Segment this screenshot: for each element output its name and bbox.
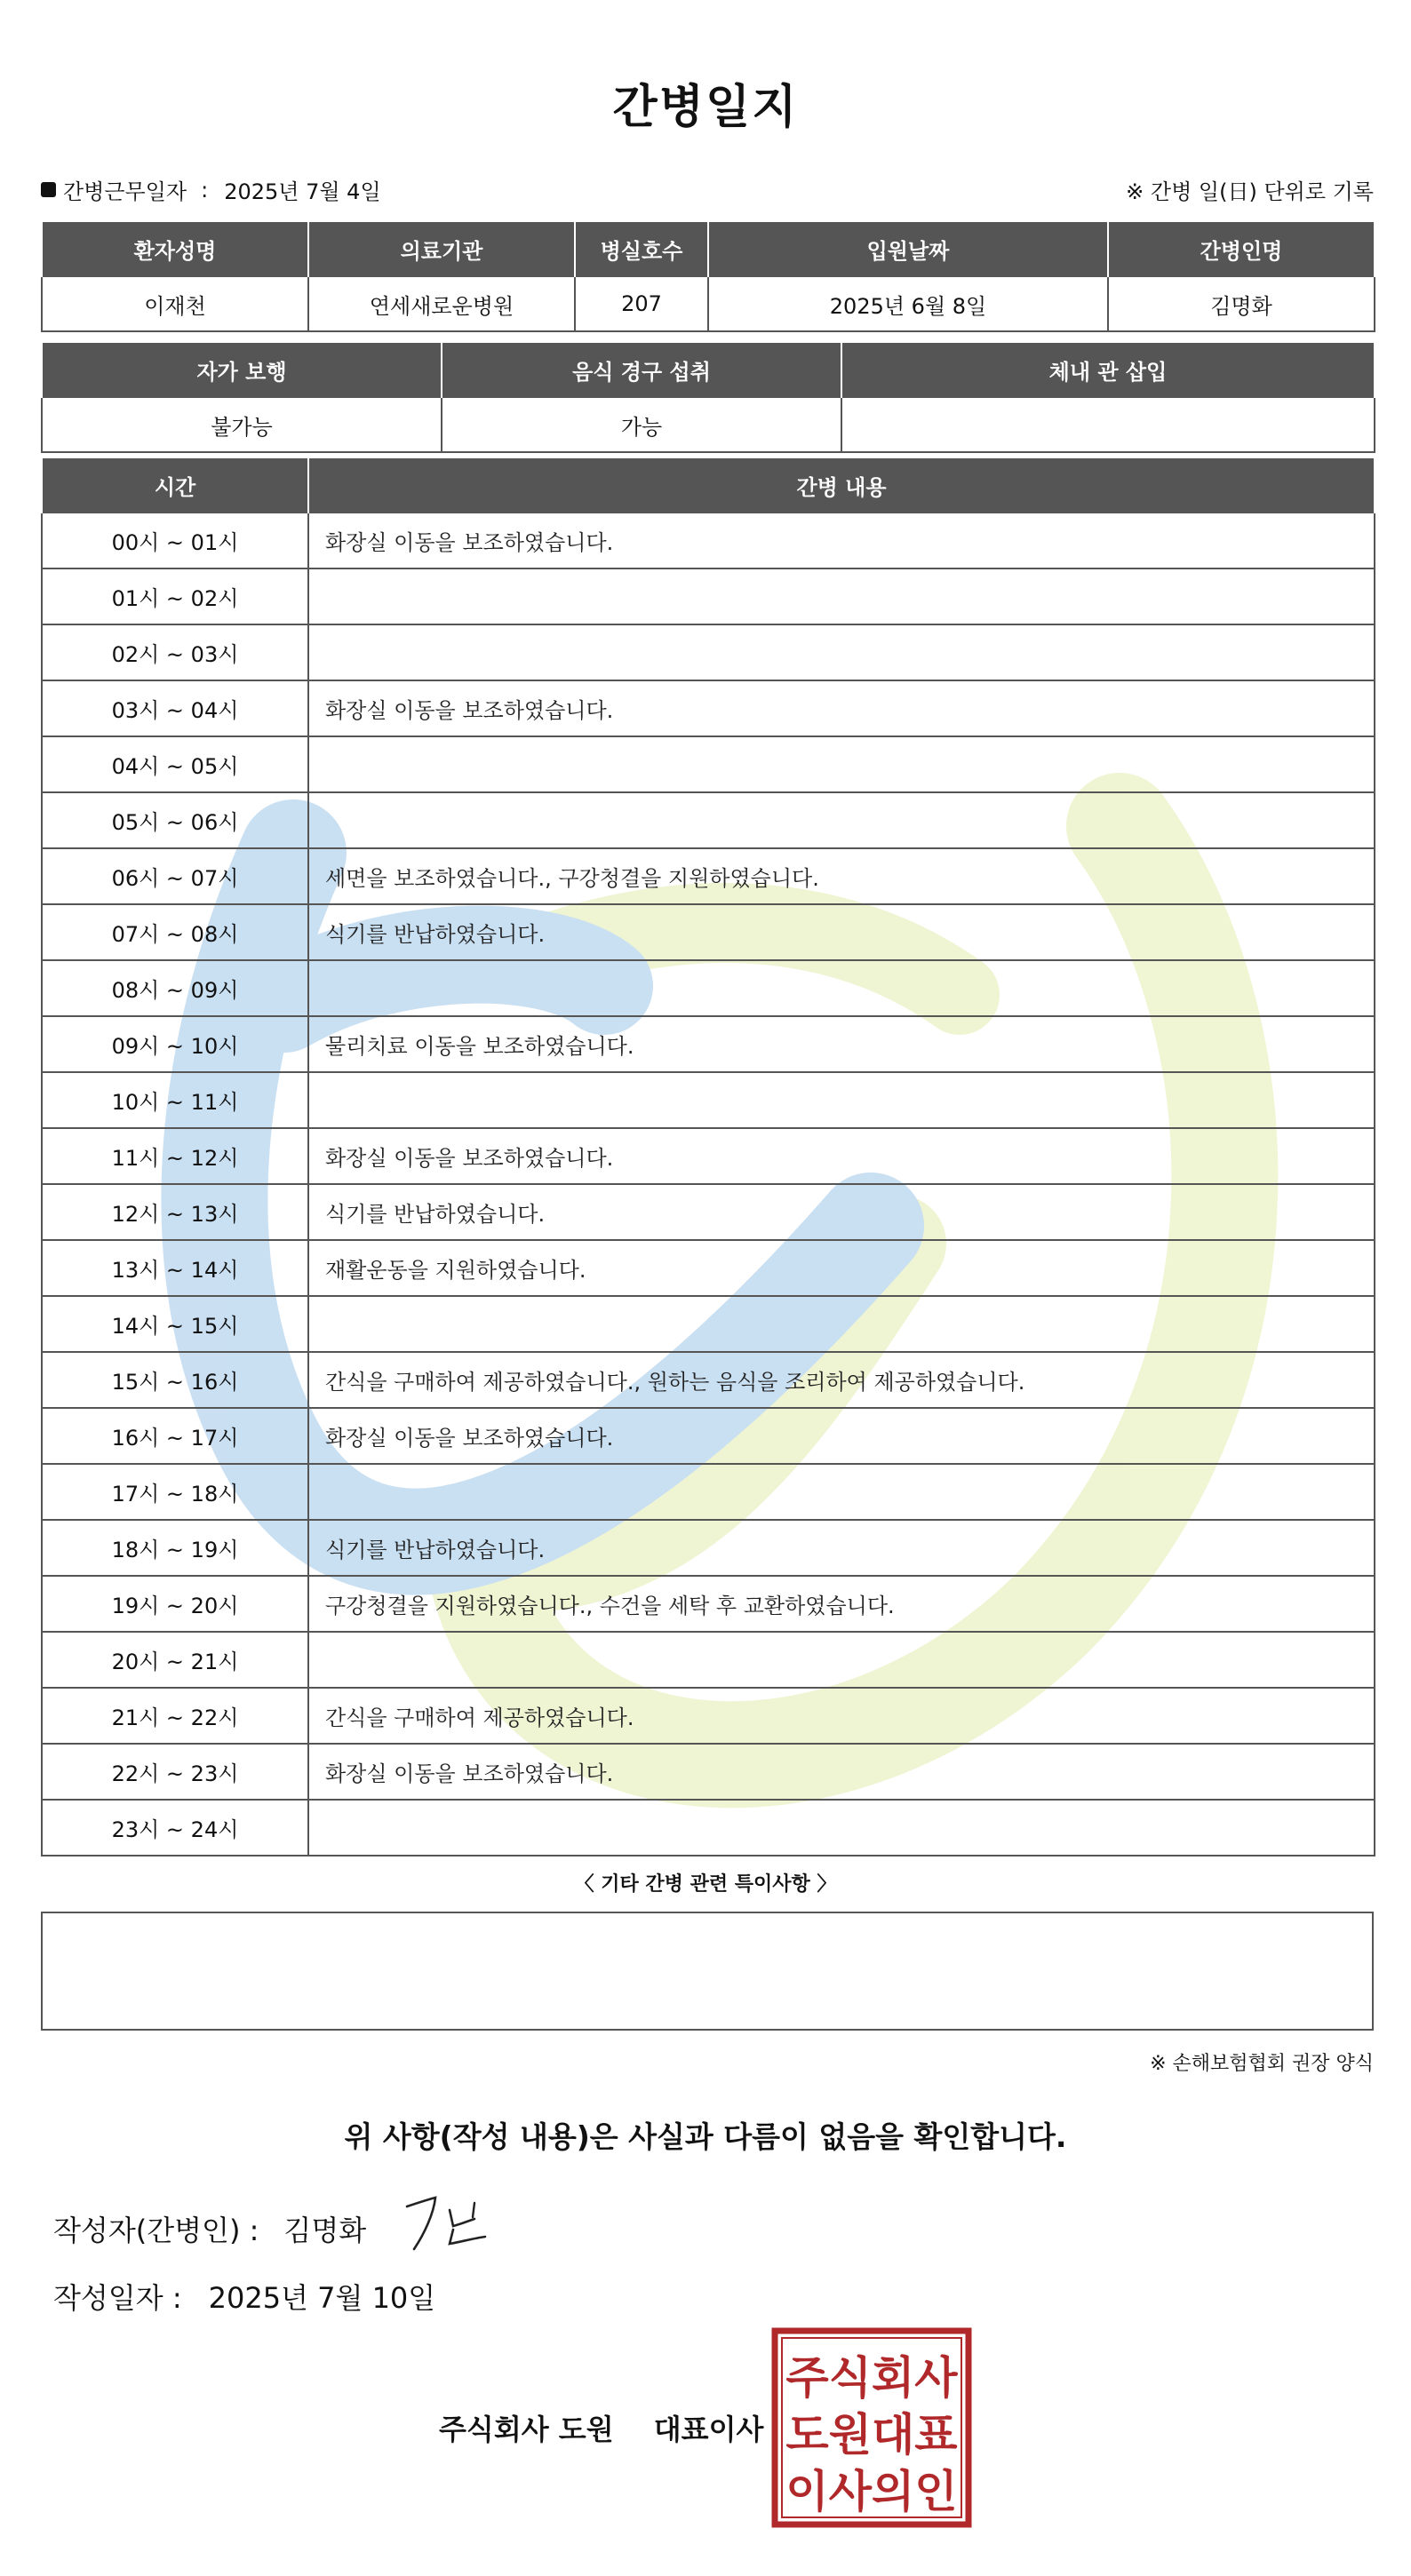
care-log-row [42, 1016, 1375, 1072]
patient-info-value-row [42, 276, 1375, 331]
care-content-cell: 구강청결을 지원하였습니다., 수건을 세탁 후 교환하였습니다. [308, 1576, 1375, 1632]
care-log-row [42, 792, 1375, 848]
care-content-cell [308, 568, 1375, 624]
writer-name: 김명화 [283, 2214, 367, 2247]
seal-line-2: 도원대표 [785, 2409, 958, 2461]
time-slot-cell: 11시 ~ 12시 [42, 1128, 308, 1184]
work-date-value: 2025년 7월 4일 [224, 179, 381, 204]
care-content-cell [308, 624, 1375, 680]
care-log-row [42, 736, 1375, 792]
care-log-header-row [42, 457, 1375, 513]
header-patient-name: 환자성명 [42, 221, 308, 276]
care-content-cell: 세면을 보조하였습니다., 구강청결을 지원하였습니다. [308, 848, 1375, 904]
unit-note: ※ 간병 일(日) 단위로 기록 [1126, 179, 1374, 204]
care-content-cell [308, 960, 1375, 1016]
care-log-row [42, 1128, 1375, 1184]
care-log-row [42, 1408, 1375, 1464]
care-log-table [41, 457, 1375, 1856]
time-slot-cell: 09시 ~ 10시 [42, 1016, 308, 1072]
write-date-label: 작성일자 : [53, 2281, 182, 2315]
time-slot-cell: 23시 ~ 24시 [42, 1800, 308, 1856]
handwritten-signature [398, 2187, 496, 2262]
time-slot-cell: 03시 ~ 04시 [42, 680, 308, 736]
care-log-row [42, 960, 1375, 1016]
time-slot-cell: 16시 ~ 17시 [42, 1408, 308, 1464]
time-slot-cell: 04시 ~ 05시 [42, 736, 308, 792]
care-log-row [42, 1352, 1375, 1408]
header-tube-insertion: 체내 관 삽입 [841, 342, 1375, 397]
care-content-cell [308, 1800, 1375, 1856]
care-content-cell [308, 1072, 1375, 1128]
hospital-value: 연세새로운병원 [308, 276, 575, 331]
time-slot-cell: 00시 ~ 01시 [42, 513, 308, 568]
care-log-row [42, 1464, 1375, 1520]
company-name: 주식회사 도원 [439, 2413, 614, 2446]
time-slot-cell: 15시 ~ 16시 [42, 1352, 308, 1408]
time-slot-cell: 06시 ~ 07시 [42, 848, 308, 904]
care-content-cell: 간식을 구매하여 제공하였습니다. [308, 1688, 1375, 1744]
oral-intake-value: 가능 [442, 397, 841, 452]
time-slot-cell: 18시 ~ 19시 [42, 1520, 308, 1576]
header-walking: 자가 보행 [42, 342, 442, 397]
confirmation-statement: 위 사항(작성 내용)은 사실과 다름이 없음을 확인합니다. [344, 2119, 1067, 2154]
care-log-row [42, 904, 1375, 960]
header-hospital: 의료기관 [308, 221, 575, 276]
write-date-row [53, 2276, 435, 2317]
time-slot-cell: 20시 ~ 21시 [42, 1632, 308, 1688]
care-log-row [42, 1184, 1375, 1240]
header-care-content: 간병 내용 [308, 457, 1375, 513]
time-slot-cell: 07시 ~ 08시 [42, 904, 308, 960]
care-log-row [42, 1072, 1375, 1128]
write-date-value: 2025년 7월 10일 [208, 2281, 436, 2315]
notes-box [41, 1912, 1374, 2031]
work-date-separator: : [201, 177, 209, 203]
care-content-cell [308, 1632, 1375, 1688]
time-slot-cell: 21시 ~ 22시 [42, 1688, 308, 1744]
header-time: 시간 [42, 457, 308, 513]
work-date-group [41, 174, 381, 205]
time-slot-cell: 10시 ~ 11시 [42, 1072, 308, 1128]
time-slot-cell: 02시 ~ 03시 [42, 624, 308, 680]
time-slot-cell: 13시 ~ 14시 [42, 1240, 308, 1296]
status-value-row [42, 397, 1375, 452]
time-slot-cell: 05시 ~ 06시 [42, 792, 308, 848]
care-log-row [42, 624, 1375, 680]
care-content-cell [308, 1296, 1375, 1352]
seal-line-1: 주식회사 [785, 2352, 958, 2404]
writer-row [53, 2208, 366, 2249]
care-log-row [42, 1576, 1375, 1632]
header-room-number: 병실호수 [575, 221, 708, 276]
admission-date-value: 2025년 6월 8일 [708, 276, 1108, 331]
patient-name-value: 이재천 [42, 276, 308, 331]
care-content-cell: 화장실 이동을 보조하였습니다. [308, 1128, 1375, 1184]
bullet-square-icon [41, 182, 56, 197]
walking-value: 불가능 [42, 397, 442, 452]
care-log-row [42, 848, 1375, 904]
care-log-row [42, 1632, 1375, 1688]
tube-insertion-value [841, 397, 1375, 452]
care-content-cell: 화장실 이동을 보조하였습니다. [308, 1744, 1375, 1800]
time-slot-cell: 08시 ~ 09시 [42, 960, 308, 1016]
care-content-cell: 화장실 이동을 보조하였습니다. [308, 1408, 1375, 1464]
document-title: 간병일지 [612, 81, 799, 134]
work-date-label: 간병근무일자 [63, 179, 187, 204]
writer-label: 작성자(간병인) : [53, 2214, 259, 2247]
patient-info-table [41, 220, 1375, 332]
care-log-row [42, 568, 1375, 624]
time-slot-cell: 17시 ~ 18시 [42, 1464, 308, 1520]
care-content-cell [308, 736, 1375, 792]
recommended-form-note: ※ 손해보험협회 권장 양식 [1150, 2053, 1374, 2075]
company-signature-line [439, 2407, 763, 2448]
care-content-cell: 간식을 구매하여 제공하였습니다., 원하는 음식을 조리하여 제공하였습니다. [308, 1352, 1375, 1408]
care-log-row [42, 513, 1375, 568]
patient-info-header-row [42, 221, 1375, 276]
header-caregiver-name: 간병인명 [1108, 221, 1375, 276]
meta-row [41, 174, 1374, 210]
notes-title: 〈 기타 간병 관련 특이사항 〉 [574, 1873, 837, 1896]
care-content-cell: 화장실 이동을 보조하였습니다. [308, 513, 1375, 568]
care-log-row [42, 1296, 1375, 1352]
care-content-cell: 식기를 반납하였습니다. [308, 904, 1375, 960]
time-slot-cell: 22시 ~ 23시 [42, 1744, 308, 1800]
care-content-cell [308, 1464, 1375, 1520]
care-content-cell: 화장실 이동을 보조하였습니다. [308, 680, 1375, 736]
care-content-cell: 식기를 반납하였습니다. [308, 1184, 1375, 1240]
care-content-cell: 물리치료 이동을 보조하였습니다. [308, 1016, 1375, 1072]
care-log-row [42, 1744, 1375, 1800]
caregiver-name-value: 김명화 [1108, 276, 1375, 331]
status-header-row [42, 342, 1375, 397]
care-content-cell [308, 792, 1375, 848]
room-number-value: 207 [575, 276, 708, 331]
care-log-row [42, 1240, 1375, 1296]
header-oral-intake: 음식 경구 섭취 [442, 342, 841, 397]
care-content-cell: 식기를 반납하였습니다. [308, 1520, 1375, 1576]
care-log-row [42, 1800, 1375, 1856]
time-slot-cell: 19시 ~ 20시 [42, 1576, 308, 1632]
care-log-row [42, 1688, 1375, 1744]
representative-title: 대표이사 [653, 2413, 764, 2446]
care-log-body [42, 513, 1375, 1856]
company-seal-stamp [771, 2327, 972, 2528]
time-slot-cell: 01시 ~ 02시 [42, 568, 308, 624]
care-log-row [42, 1520, 1375, 1576]
header-admission-date: 입원날짜 [708, 221, 1108, 276]
patient-status-table [41, 341, 1375, 453]
time-slot-cell: 14시 ~ 15시 [42, 1296, 308, 1352]
time-slot-cell: 12시 ~ 13시 [42, 1184, 308, 1240]
care-log-row [42, 680, 1375, 736]
seal-line-3: 이사의인 [785, 2466, 958, 2517]
care-content-cell: 재활운동을 지원하였습니다. [308, 1240, 1375, 1296]
